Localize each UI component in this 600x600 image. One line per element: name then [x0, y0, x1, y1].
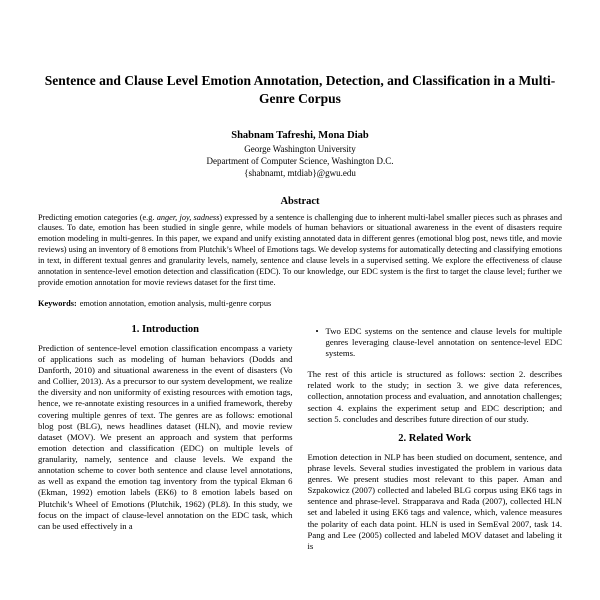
section-1-heading: 1. Introduction — [131, 323, 199, 335]
keywords-line — [38, 299, 562, 310]
article-structure-paragraph: The rest of this article is structured as follows: section 2. describes related work to the study; in section 3. we give data references, collection, annotation process and evaluation, and annotation challenges; section 4. explains the experiment setup and EDC description; and section 5. concludes and describes future direction of our study. — [307, 369, 562, 424]
paper-authors: Shabnam Tafreshi, Mona Diab — [231, 130, 369, 142]
abstract-part-2: ) expressed by a sentence is challenging due to inherent multi-label smaller pieces such as phrases and clauses. To date, emotion has been studied in single genre, while models of human behaviors or situational awareness in the event of disasters require emotion modeling in multi-genres. In this paper, we expand and unify existing annotated data in different genres (emotional blog post, news title, and movie reviews) using an inventory of 8 emotions from Plutchik’s Wheel of Emotions tags. We develop systems for automatically detecting and classifying emotions in text, in different textual genres and granularity levels, namely, sentence and clause levels in a supervised setting. We explore the effectiveness of clause annotation in sentence-level emotion detection and classification (EDC). To our knowledge, our EDC system is the first to target the clause level; further we provide emotion annotation for movie reviews dataset for the first time. — [38, 212, 562, 288]
right-column — [308, 324, 563, 560]
related-work-paragraph: Emotion detection in NLP has been studied on document, sentence, and phrase levels. Several studies investigated the problem in various data genres. We present studies most relevant to this paper. Aman and Szpakowicz (2007) collected and labeled BLG corpus using EK6 tags in sentence and phrase-level. Strapparava and Rada (2007), collected HLN set and labeled it using EK6 tags and valence, which, valence measures the polarity of each data point. HLN is used in SemEval 2007, task 14. Pang and Lee (2005) collected and labeled MOV dataset and labeling it is — [307, 451, 562, 551]
author-emails: {shabnamt, mtdiab}@gwu.edu — [244, 167, 356, 178]
left-column — [38, 324, 293, 560]
bullet-icon: • — [315, 325, 319, 336]
affiliation-university: George Washington University — [244, 144, 356, 155]
keywords-text: emotion annotation, emotion analysis, multi-genre corpus — [79, 299, 272, 309]
abstract-part-1: Predicting emotion categories (e.g. — [38, 212, 157, 222]
affiliation-department: Department of Computer Science, Washington D.C. — [206, 156, 394, 167]
abstract-text — [38, 213, 562, 290]
contribution-bullet-text: Two EDC systems on the sentence and clause levels for multiple genres leveraging clause-level annotation on sentence-level EDC systems. — [325, 325, 562, 359]
abstract-heading: Abstract — [280, 195, 320, 207]
contribution-bullet — [316, 326, 563, 359]
paper-title: Sentence and Clause Level Emotion Annotation, Detection, and Classification in a Multi-Genre Corpus — [44, 73, 556, 107]
keywords-label: Keywords: — [38, 299, 77, 309]
abstract-emotion-examples: anger, joy, sadness — [156, 212, 220, 222]
two-column-body — [38, 324, 562, 560]
introduction-paragraph: Prediction of sentence-level emotion classification encompass a variety of applications such as modeling of human behaviors (Dodds and Danforth, 2010) and situational awareness in the event of disasters (Vo and Collier, 2013). As a precursor to our system development, we realize the diversity and non uniformity of existing resources with emotion tags, hence, we re-annotate existing resources in a unified framework, thereby covering multiple genres of text. The genres are as follows: emotional blog post (BLG), news headlines dataset (HLN), and movie review dataset (MOV). We present an approach and system that performs emotion detection and classification (EDC) on multiple levels of granularity, namely, sentence and clause levels. We expand the annotation scheme to cover both sentence and clause level annotations, as well as expand the emotion tag inventory from the typical Ekman 6 (Ekman, 1992) emotion labels (EK6) to 8 emotion labels based on Plutchik’s Wheel of Emotions (Plutchik, 1962) (PL8). In this study, we focus on the impact of clause-level annotation on the EDC task, which can be used effectively in a — [38, 342, 293, 531]
section-2-heading: 2. Related Work — [398, 432, 472, 444]
